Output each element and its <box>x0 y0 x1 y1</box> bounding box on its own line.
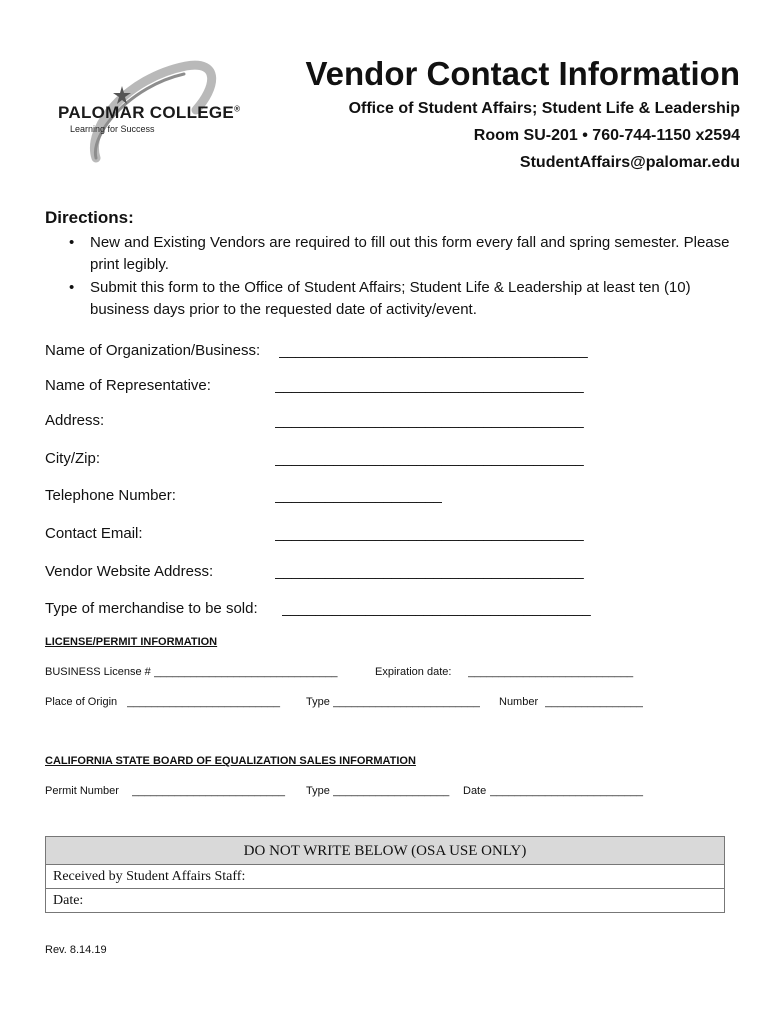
page-title: Vendor Contact Information <box>305 55 740 92</box>
sales-type-label: Type <box>306 785 330 797</box>
osa-received-label: Received by Student Affairs Staff: <box>53 869 246 884</box>
representative-label: Name of Representative: <box>45 377 211 394</box>
bullet-icon: • <box>69 279 75 296</box>
merchandise-label: Type of merchandise to be sold: <box>45 600 258 617</box>
osa-date-label: Date: <box>53 893 84 908</box>
website-field[interactable]: _____________________________________ <box>275 563 584 580</box>
license-number-field[interactable]: ________________ <box>545 696 643 708</box>
osa-received-row <box>46 865 724 888</box>
expiration-field[interactable]: ___________________________ <box>468 666 634 678</box>
representative-field[interactable]: _____________________________________ <box>275 377 584 394</box>
address-field[interactable]: _____________________________________ <box>275 412 584 429</box>
registered-mark: ® <box>234 104 241 114</box>
osa-heading: DO NOT WRITE BELOW (OSA USE ONLY) <box>46 837 724 865</box>
telephone-field[interactable]: ____________________ <box>275 487 442 504</box>
address-label: Address: <box>45 412 105 429</box>
directions-item <box>45 232 735 276</box>
license-type-field[interactable]: ________________________ <box>333 696 480 708</box>
sales-type-field[interactable]: ___________________ <box>333 785 450 797</box>
contact-email-label: Contact Email: <box>45 525 143 542</box>
directions-item-text: Submit this form to the Office of Student Affairs; Student Life & Leadership at least ten (10) business days prior to the requested date of activity/event. <box>90 279 691 318</box>
logo-name: PALOMAR COLLEGE <box>58 103 235 122</box>
bullet-icon: • <box>69 234 75 251</box>
directions-item-text: New and Existing Vendors are required to fill out this form every fall and spring semester. Please print legibly. <box>90 234 730 273</box>
revision-note: Rev. 8.14.19 <box>45 944 107 956</box>
sales-heading: CALIFORNIA STATE BOARD OF EQUALIZATION SALES INFORMATION <box>45 755 416 767</box>
permit-number-label: Permit Number <box>45 785 119 797</box>
logo-tagline: Learning for Success <box>70 124 155 134</box>
license-heading: LICENSE/PERMIT INFORMATION <box>45 636 218 648</box>
expiration-label: Expiration date: <box>375 666 452 678</box>
palomar-college-logo <box>56 58 256 170</box>
directions-heading: Directions: <box>45 208 134 227</box>
osa-use-only-box <box>45 836 725 913</box>
organization-label: Name of Organization/Business: <box>45 342 261 359</box>
license-type-label: Type <box>306 696 330 708</box>
merchandise-field[interactable]: _____________________________________ <box>282 600 591 617</box>
sales-date-field[interactable]: _________________________ <box>490 785 643 797</box>
city-zip-label: City/Zip: <box>45 450 101 467</box>
office-email: StudentAffairs@palomar.edu <box>519 154 740 171</box>
directions-item <box>45 277 735 321</box>
business-license-label: BUSINESS License # <box>45 666 151 678</box>
place-of-origin-label: Place of Origin <box>45 696 118 708</box>
organization-field[interactable]: _____________________________________ <box>279 342 588 359</box>
city-zip-field[interactable]: _____________________________________ <box>275 450 584 467</box>
place-of-origin-field[interactable]: _________________________ <box>127 696 280 708</box>
sales-date-label: Date <box>463 785 487 797</box>
permit-number-field[interactable]: _________________________ <box>132 785 285 797</box>
telephone-label: Telephone Number: <box>45 487 176 504</box>
office-room-phone: Room SU-201 • 760-744-1150 x2594 <box>473 127 740 144</box>
business-license-field[interactable]: ______________________________ <box>154 666 338 678</box>
office-name: Office of Student Affairs; Student Life & Leadership <box>348 100 740 117</box>
osa-date-row <box>46 888 724 912</box>
license-number-label: Number <box>499 696 539 708</box>
contact-email-field[interactable]: _____________________________________ <box>275 525 584 542</box>
website-label: Vendor Website Address: <box>45 563 214 580</box>
directions-list <box>45 232 735 322</box>
